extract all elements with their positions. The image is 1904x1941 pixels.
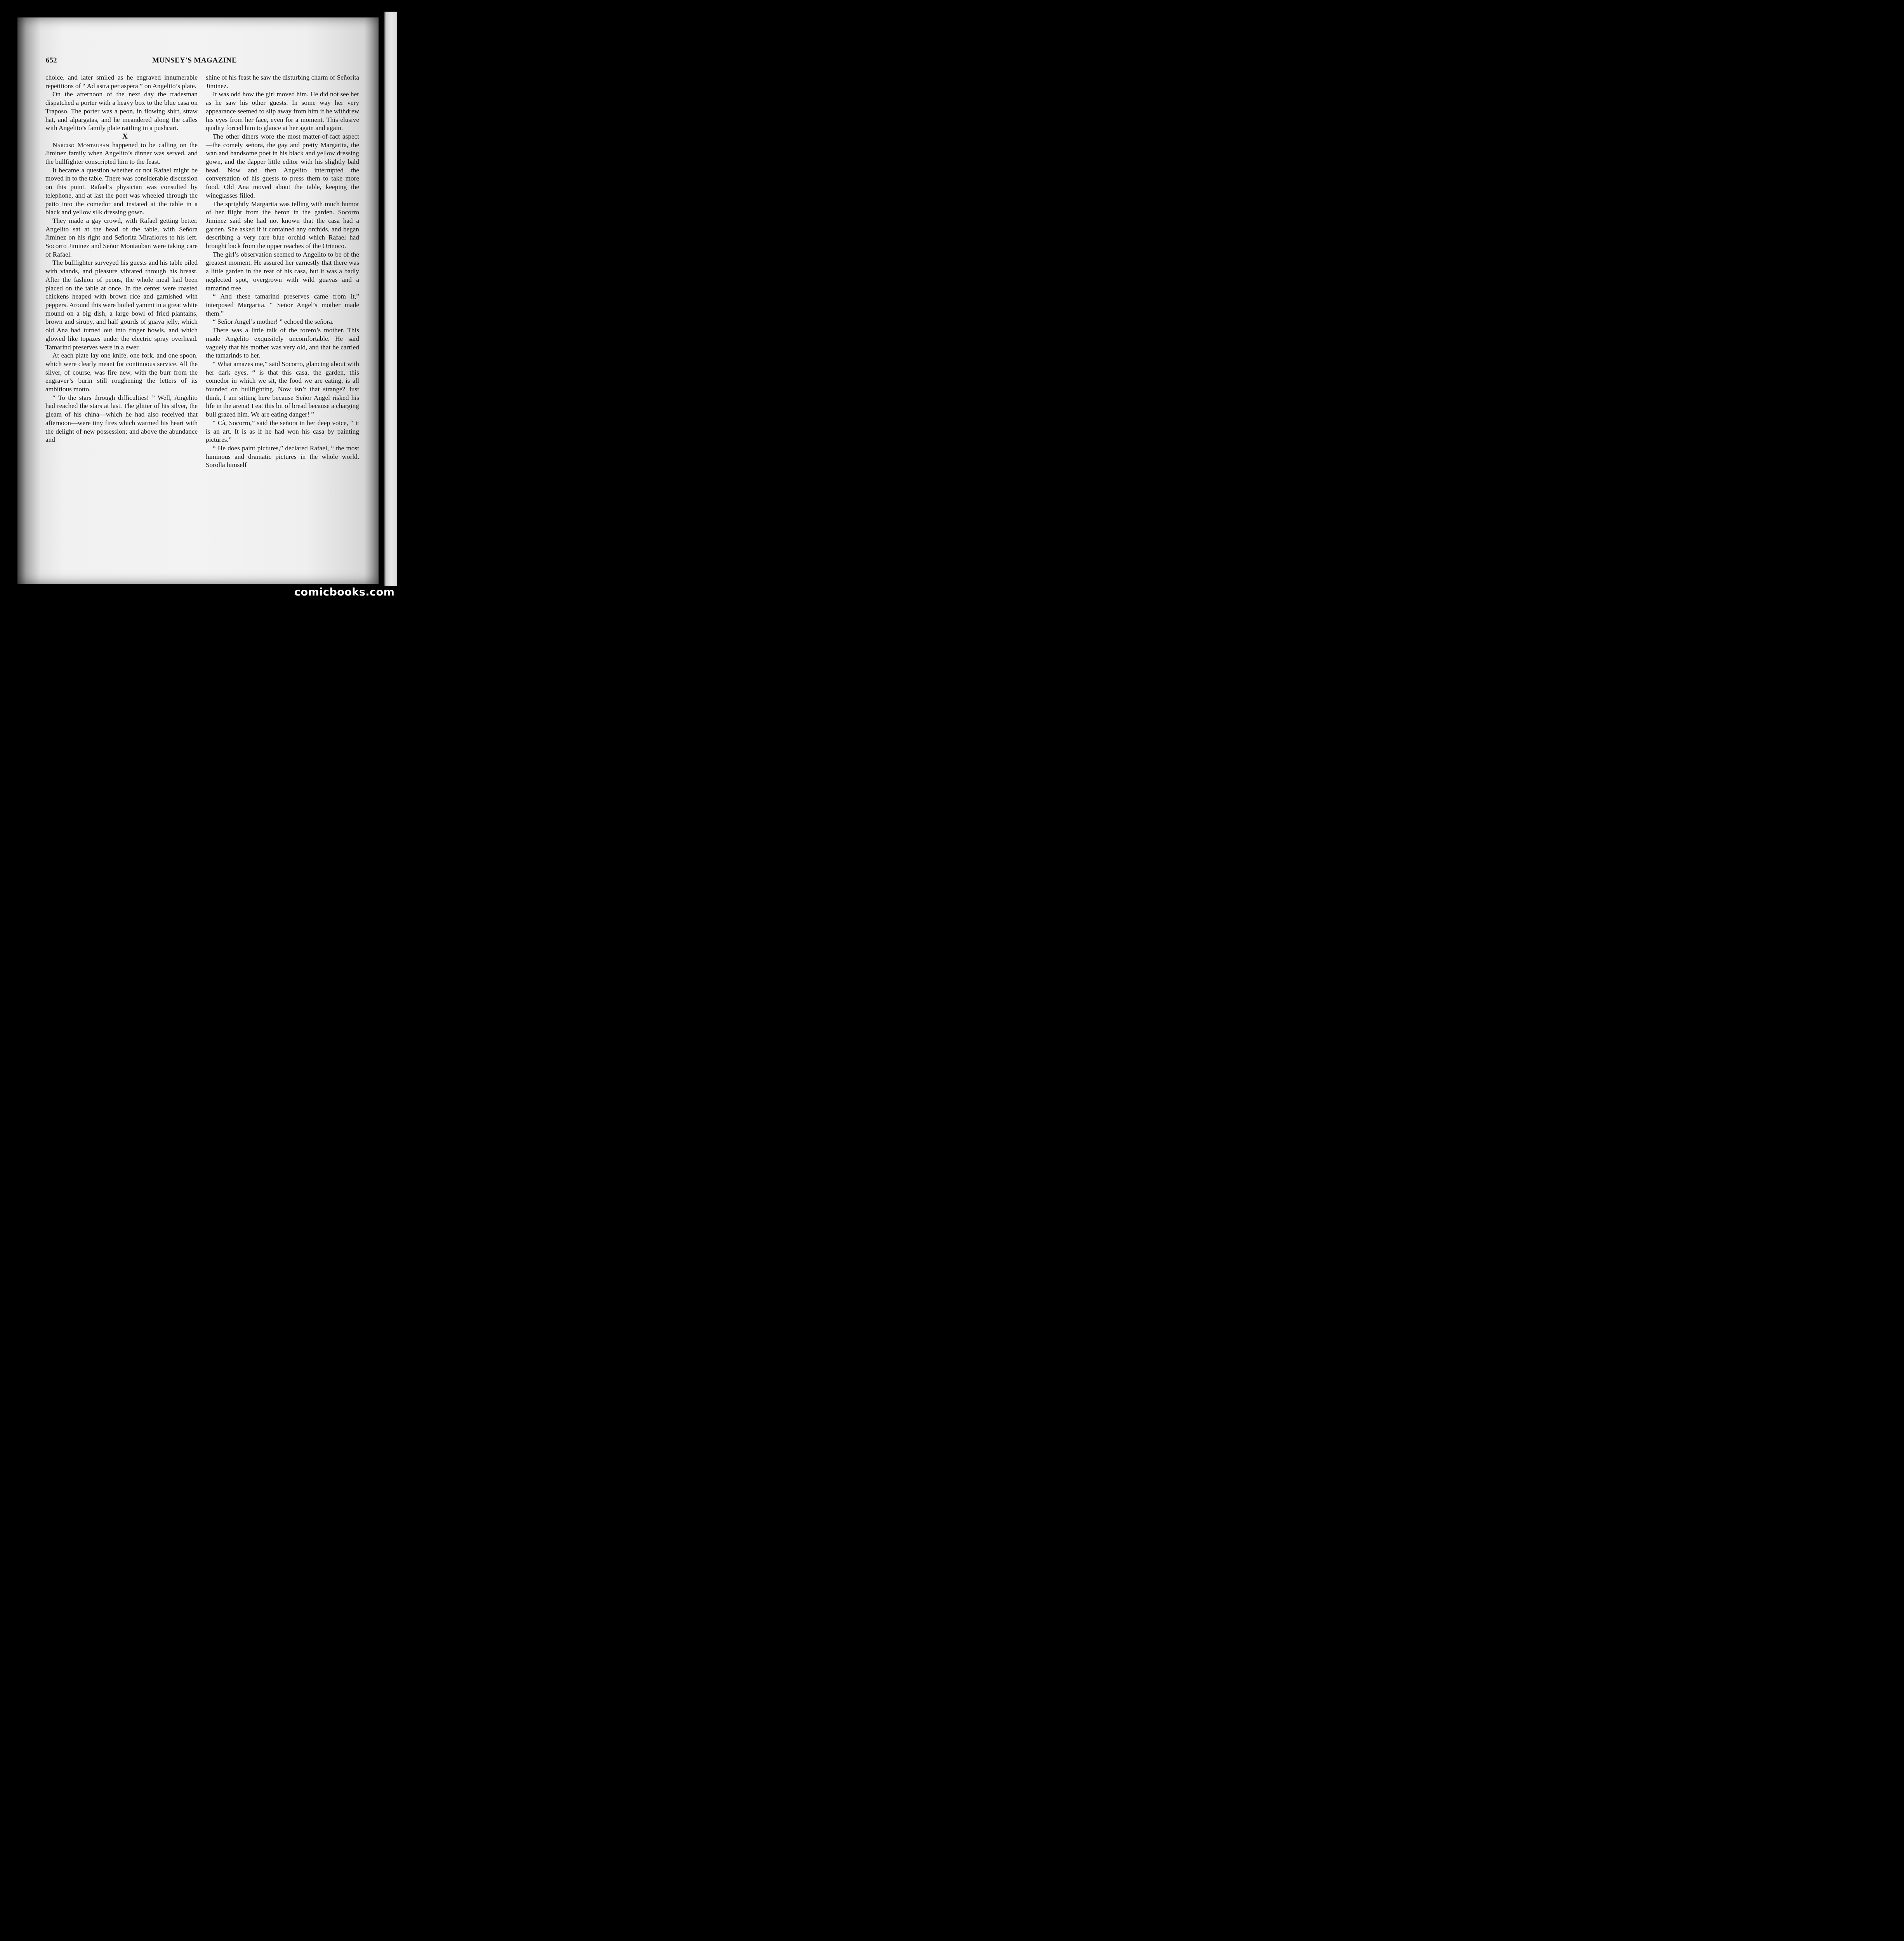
paragraph: At each plate lay one knife, one fork, and one spoon, which were clearly meant for continuous service. All the silver, of course, was fire new, with the burr from the engraver’s burin still roughening the letters of its ambitious motto. [45,352,198,393]
paragraph: “ To the stars through difficulties! ” Well, Angelito had reached the stars at last. The glitter of his silver, the gleam of his china—which he had also received that afternoon—were tiny fires which warmed his heart with the delight of new possession; and above the abundance and [45,394,198,444]
next-page-edge [384,12,397,586]
running-head: MUNSEY'S MAGAZINE [152,56,237,64]
paragraph: “ Cà, Socorro,” said the señora in her deep voice, “ it is an art. It is as if he had won his casa by painting pictures.” [206,419,359,444]
paragraph: “ He does paint pictures,” declared Rafael, “ the most luminous and dramatic pictures in the whole world. Sorolla himself [206,444,359,469]
paragraph-text: happened to be calling on the Jiminez family when Angelito’s dinner was served, and the bullfighter conscripted him to the feast. [45,141,198,166]
paragraph: They made a gay crowd, with Rafael getting better. Angelito sat at the head of the table, with Señora Jiminez on his right and Señorita Miraflores to his left. Socorro Jiminez and Señor Montauban were taking care of Rafael. [45,217,198,258]
paragraph: choice, and later smiled as he engraved innumerable repetitions of “ Ad astra per aspera ” on Angelito’s plate. [45,74,198,90]
page-header [46,56,360,68]
paragraph [45,141,198,166]
left-column [45,73,198,444]
section-heading: X [122,132,128,141]
paragraph: “ What amazes me,” said Socorro, glancing about with her dark eyes, “ is that this casa, the garden, this comedor in which we sit, the food we are eating, is all founded on bullfighting. Now isn’t that strange? Just think, I am sitting here because Señor Angel risked his life in the arena! I eat this bit of bread because a charging bull grazed him. We are eating danger! ” [206,360,359,418]
paragraph: “ And these tamarind preserves came from it,” interposed Margarita. “ Señor Angel’s mother made them.” [206,293,359,317]
page-number: 652 [46,56,57,64]
right-column [206,73,359,469]
paragraph: shine of his feast he saw the disturbing charm of Señorita Jiminez. [206,74,359,90]
page-gutter [379,12,384,586]
paragraph: The bullfighter surveyed his guests and his table piled with viands, and pleasure vibrated through his breast. After the fashion of peons, the whole meal had been placed on the table at once. In the center were roasted chickens heaped with brown rice and garnished with peppers. Around this were boiled yammi in a great white mound on a big dish, a large bowl of fried plantains, brown and sirupy, and half gourds of guava jelly, which old Ana had turned out into finger bowls, and which glowed like topazes under the electric spray overhead. Tamarind preserves were in a ewer. [45,259,198,351]
paragraph: On the afternoon of the next day the tradesman dispatched a porter with a heavy box to the blue casa on Traposo. The porter was a peon, in flowing shirt, straw hat, and alpargatas, and he meandered along the calles with Angelito’s family plate rattling in a pushcart. [45,90,198,132]
paragraph: “ Señor Angel’s mother! ” echoed the señora. [213,318,334,326]
paragraph: It was odd how the girl moved him. He did not see her as he saw his other guests. In some way her very appearance seemed to slip away from him if he withdrew his eyes from her face, even for a moment. This elusive quality forced him to glance at her again and again. [206,90,359,132]
drop-name: Narciso Montauban [52,141,109,149]
paragraph: There was a little talk of the torero’s mother. This made Angelito exquisitely uncomfortable. He said vaguely that his mother was very old, and that he carried the tamarinds to her. [206,326,359,359]
paragraph: The other diners wore the most matter-of-fact aspect—the comely señora, the gay and pretty Margarita, the wan and handsome poet in his black and yellow dressing gown, and the dapper little editor with his slightly bald head. Now and then Angelito interrupted the conversation of his guests to press them to take more food. Old Ana moved about the table, keeping the wineglasses filled. [206,132,359,199]
paragraph: It became a question whether or not Rafael might be moved in to the table. There was considerable discussion on this point. Rafael’s physician was consulted by telephone, and at last the poet was wheeled through the patio into the comedor and instated at the table in a black and yellow silk dressing gown. [45,166,198,216]
paragraph: The girl’s observation seemed to Angelito to be of the greatest moment. He assured her earnestly that there was a little garden in the rear of his casa, but it was a badly neglected spot, overgrown with wild guavas and a tamarind tree. [206,250,359,292]
watermark-text: comicbooks.com [294,586,395,598]
paragraph: The sprightly Margarita was telling with much humor of her flight from the heron in the garden. Socorro Jiminez said she had not known that the casa had a garden. She asked if it contained any orchids, and began describing a very rare blue orchid which Rafael had brought back from the upper reaches of the Orinoco. [206,200,359,250]
